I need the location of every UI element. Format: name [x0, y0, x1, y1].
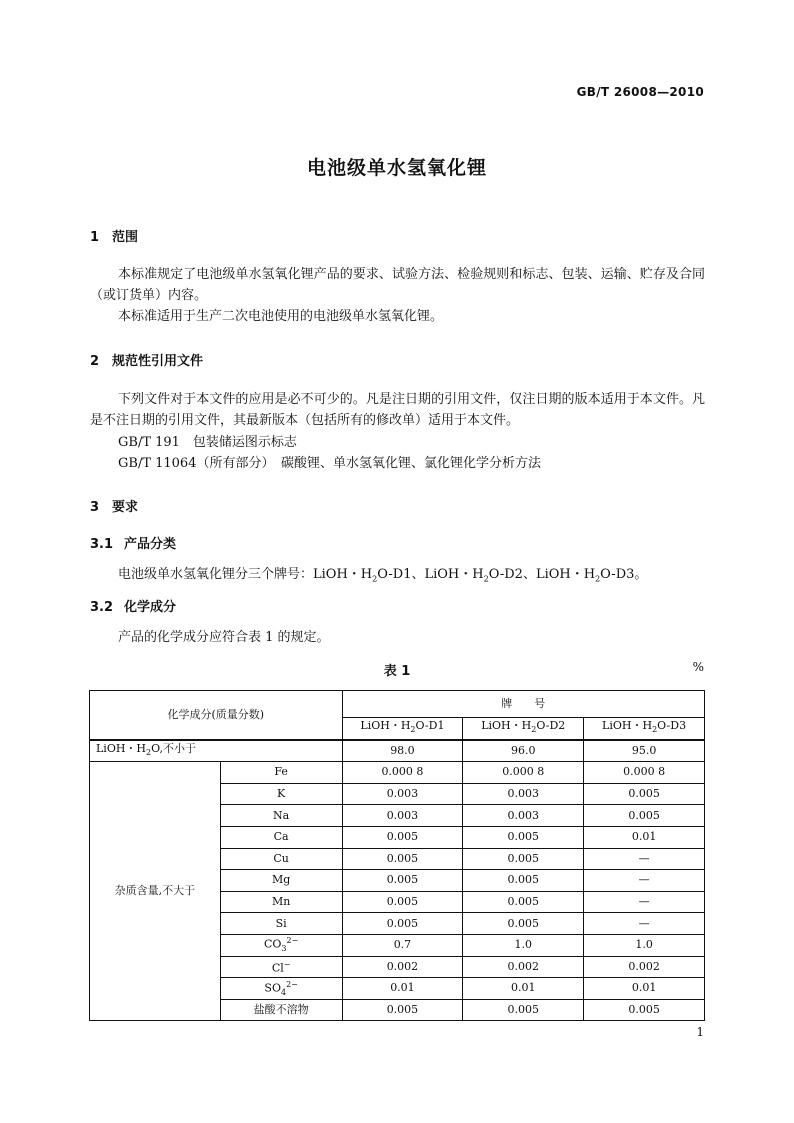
- chemical-composition-table: [89, 690, 705, 1021]
- table-cell: 0.005: [584, 805, 705, 827]
- table-cell: 0.005: [342, 848, 463, 870]
- table-cell: 0.005: [342, 891, 463, 913]
- element-name: 盐酸不溶物: [220, 999, 342, 1021]
- table-cell: 0.005: [342, 826, 463, 848]
- header-grade: 牌 号: [342, 691, 704, 718]
- section-1-paragraph-2: 本标准适用于生产二次电池使用的电池级单水氢氧化锂。: [118, 309, 444, 324]
- document-title: 电池级单水氢氧化锂: [306, 157, 487, 179]
- element-name: K: [220, 783, 342, 805]
- section-title: 规范性引用文件: [112, 354, 204, 369]
- table-cell: 1.0: [463, 934, 584, 956]
- table-unit: %: [692, 660, 704, 674]
- table-cell: 0.003: [463, 805, 584, 827]
- table-cell: 0.002: [342, 956, 463, 978]
- section-number: 1: [90, 230, 100, 245]
- element-name: Na: [220, 805, 342, 827]
- table-cell: 0.005: [342, 913, 463, 935]
- main-content-label: LiOH・$H_2O$,不小于: [90, 740, 343, 762]
- table-cell: 0.002: [463, 956, 584, 978]
- section-3-heading: [90, 496, 138, 515]
- section-number: 3.1: [90, 537, 114, 552]
- impurity-label: 杂质含量,不大于: [90, 762, 221, 1021]
- standard-number: GB/T 26008—2010: [576, 85, 704, 99]
- table-cell: —: [584, 891, 705, 913]
- table-cell: —: [584, 848, 705, 870]
- reference-gb-t-11064: GB/T 11064（所有部分） 碳酸锂、单水氢氧化锂、氯化锂化学分析方法: [118, 456, 541, 471]
- table-cell: —: [584, 913, 705, 935]
- reference-gb-t-191: GB/T 191 包装储运图示标志: [118, 435, 297, 450]
- element-name: $CO_3^{2-}$: [220, 934, 342, 956]
- element-name: Cu: [220, 848, 342, 870]
- table-cell: 98.0: [342, 740, 463, 762]
- section-1-heading: [90, 226, 138, 245]
- grade-d2: LiOH・$H_2O-D2$: [463, 718, 584, 740]
- section-title: 化学成分: [124, 600, 177, 615]
- element-name: Cl−: [220, 956, 342, 978]
- table-cell: 95.0: [584, 740, 705, 762]
- section-title: 要求: [112, 500, 139, 515]
- section-title: 范围: [112, 230, 139, 245]
- table-caption: 表 1: [383, 664, 411, 679]
- table-cell: —: [584, 870, 705, 892]
- table-cell: 0.003: [463, 783, 584, 805]
- section-1-paragraph-1: 本标准规定了电池级单水氢氧化锂产品的要求、试验方法、检验规则和标志、包装、运输、贮存及合同（或订货单）内容。: [90, 267, 705, 303]
- table-cell: 0.005: [463, 999, 584, 1021]
- table-cell: 0.01: [342, 978, 463, 1000]
- section-2-paragraph-1: 下列文件对于本文件的应用是必不可少的。凡是注日期的引用文件，仅注日期的版本适用于本文件。凡是不注日期的引用文件，其最新版本（包括所有的修改单）适用于本文件。: [90, 392, 705, 428]
- table-cell: 0.7: [342, 934, 463, 956]
- table-cell: 0.01: [463, 978, 584, 1000]
- table-cell: 0.005: [463, 891, 584, 913]
- header-chemical-composition: 化学成分(质量分数): [90, 691, 343, 740]
- grade-d1: LiOH・$H_2O-D1$: [342, 718, 463, 740]
- table-cell: 0.01: [584, 978, 705, 1000]
- element-name: Mn: [220, 891, 342, 913]
- table-cell: 1.0: [584, 934, 705, 956]
- table-row-main-content: [90, 740, 705, 762]
- grade-classification-text: 电池级单水氢氧化锂分三个牌号：LiOH・$H_2O-D1$、LiOH・$H_2O-D2$、LiOH・$H_2O-D3$。: [118, 567, 648, 584]
- table-cell: 0.005: [342, 999, 463, 1021]
- table-cell: 0.01: [584, 826, 705, 848]
- table-cell: 0.003: [342, 783, 463, 805]
- page-number: 1: [696, 1025, 704, 1039]
- element-name: Mg: [220, 870, 342, 892]
- section-number: 3.2: [90, 600, 114, 615]
- section-title: 产品分类: [124, 537, 177, 552]
- section-number: 2: [90, 354, 100, 369]
- element-name: Fe: [220, 762, 342, 784]
- table-cell: 0.000 8: [342, 762, 463, 784]
- grade-d3: LiOH・$H_2O-D3$: [584, 718, 705, 740]
- table-cell: 0.005: [584, 783, 705, 805]
- table-cell: 0.005: [463, 848, 584, 870]
- element-name: Si: [220, 913, 342, 935]
- element-name: Ca: [220, 826, 342, 848]
- table-cell: 0.005: [463, 826, 584, 848]
- table-cell: 0.003: [342, 805, 463, 827]
- section-number: 3: [90, 500, 100, 515]
- table-cell: 96.0: [463, 740, 584, 762]
- section-2-heading: [90, 350, 203, 369]
- table-cell: 0.005: [463, 913, 584, 935]
- table-cell: 0.002: [584, 956, 705, 978]
- table-cell: 0.005: [463, 870, 584, 892]
- section-3-1-heading: [90, 533, 176, 552]
- table-header-row: [90, 691, 705, 718]
- section-3-2-heading: [90, 596, 176, 615]
- element-name: $SO_4^{2-}$: [220, 978, 342, 1000]
- table-cell: 0.000 8: [584, 762, 705, 784]
- table-cell: 0.005: [342, 870, 463, 892]
- table-cell: 0.005: [584, 999, 705, 1021]
- table-row: [90, 762, 705, 784]
- section-3-2-text: 产品的化学成分应符合表 1 的规定。: [118, 630, 330, 645]
- table-cell: 0.000 8: [463, 762, 584, 784]
